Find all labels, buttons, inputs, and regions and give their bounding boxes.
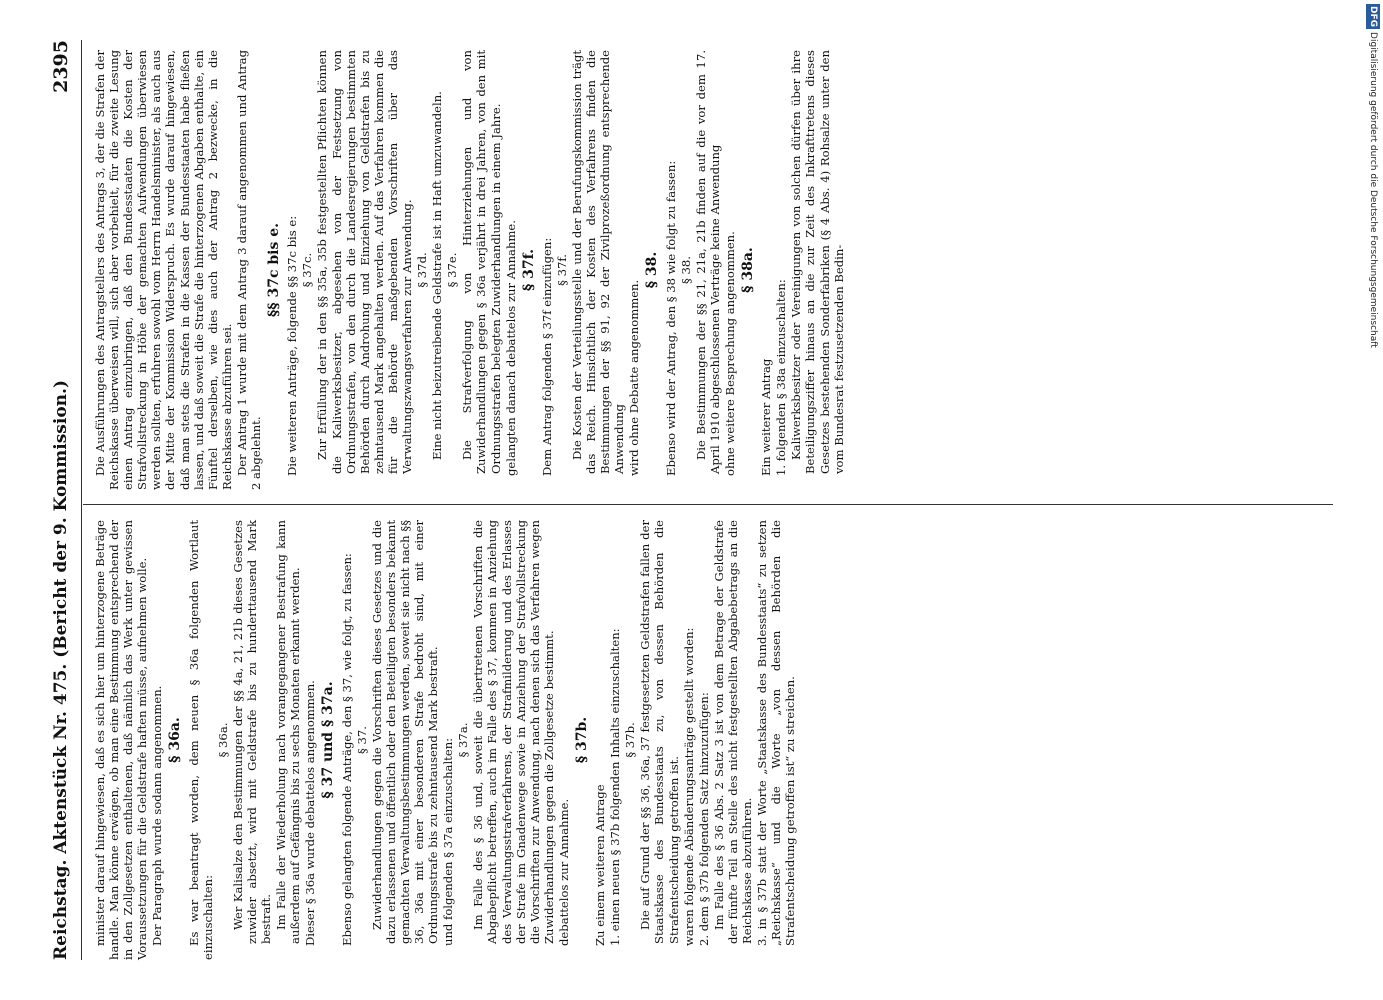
paragraph: gelangten danach debattelos zur Annahme. <box>503 220 518 476</box>
right-column <box>93 50 847 490</box>
paragraph: Die Ausführungen des Antragstellers des Antrags 3, der die Strafen der Reichskasse überweisen will, sich aber vorbehielt, für die zweite Lesung einen Antrag einzubringen, daß den Bundesstaaten die Kosten der Strafvollstreckung in Höhe der gemachten Aufwendungen überwiesen werden sollten, erfuhren sowohl vom Herrn Handelsminister, als auch aus der Mitte der Kommission Widerspruch. Es wurde darauf hingewiesen, daß man stets die Strafen in die Kassen der Bundesstaaten habe fließen lassen, und daß soweit die Strafe die hinterzogenen Abgaben enthalte, ein Fünftel derselben, wie dies auch der Antrag 2 bezwecke, in die Reichskasse abzuführen sei. <box>93 50 234 490</box>
quoted-provision: Die Kosten der Verteilungsstelle und der Berufungskommission trägt das Reich. Hinsichtlich der Kosten des Verfahrens finden die Bestimmungen der §§ 91, 92 der Zivilprozeßordnung entsprechende Anwendung <box>570 50 627 474</box>
paragraph: Ebenso gelangten folgende Anträge, den § 37, wie folgt, zu fassen: <box>339 553 354 946</box>
quoted-provision: Eine nicht beizutreibende Geldstrafe ist in Haft umzuwandeln. <box>430 91 445 460</box>
section-heading: §§ 37c bis e. <box>266 222 283 318</box>
paragraph-label: § 37. <box>354 726 369 754</box>
quoted-provision: Kaliwerksbesitzer oder Vereinigungen von solchen dürfen über ihre Beteiligungsziffer hinaus an die zur Zeit des Inkrafttretens dieses Gesetzes bestehenden Sonderfabriken (§ 4 Abs. 4) Rohsalze unter den vom Bundesrat festzusetzenden Bedin- <box>789 50 846 474</box>
paragraph: Die weiteren Anträge, folgende §§ 37c bis e: <box>285 215 300 476</box>
paragraph-label: § 36a. <box>215 722 230 758</box>
dfg-logo: DFG <box>1368 6 1378 28</box>
paragraph: Der Antrag 1 wurde mit dem Antrag 3 darauf angenommen und Antrag 2 abgelehnt. <box>234 50 264 490</box>
paragraph-label: § 37d. <box>415 252 430 288</box>
header-rule <box>81 40 82 960</box>
quoted-provision: Zur Erfüllung der in den §§ 35a, 35b festgestellten Pflichten können die Kaliwerksbesitzer, abgesehen von der Festsetzung von Ordnungsstrafen, von den durch die Landesregierungen bestimmten Behörden durch Androhung und Einziehung von Geldstrafen bis zu zehntausend Mark angehalten werden. Auf das Verfahren kommen die für die Behörde maßgebenden Vorschriften über das Verwaltungszwangsverfahren zur Anwendung. <box>315 50 414 474</box>
paragraph-label: § 37b. <box>623 722 638 758</box>
quoted-provision: Im Falle der Wiederholung nach vorangegangener Bestrafung kann außerdem auf Gefängnis bis zu sechs Monaten erkannt werden. <box>274 520 303 944</box>
left-column <box>93 520 798 960</box>
paragraph-label: § 37c. <box>300 252 315 288</box>
quoted-provision: Im Falle des § 36 und, soweit die übertretenen Vorschriften die Abgabepflicht betreffen, auch im Falle des § 37, kommen in Anziehung des Verwaltungsstrafverfahrens, der Strafmilderung und des Erlasses der Strafe im Gnadenwege sowie in Anziehung der Strafvollstreckung die Vorschriften zur Anwendung, nach denen sich das Verfahren wegen Zuwiderhandlungen gegen die Zollgesetze bestimmt. <box>471 520 556 944</box>
page-header <box>41 40 81 960</box>
paragraph: ohne weitere Besprechung angenommen. <box>722 231 737 476</box>
running-header: Reichstag. Aktenstück Nr. 475. (Bericht der 9. Kommission.) <box>51 379 71 960</box>
numbered-item: 1. folgenden § 38a einzuschalten: <box>774 279 789 476</box>
numbered-item: 2. dem § 37b folgenden Satz hinzuzufügen: <box>696 692 711 946</box>
paragraph: waren folgende Abänderungsanträge gestellt worden: <box>681 627 696 946</box>
paragraph: wird ohne Debatte angenommen. <box>627 279 642 476</box>
page-number: 2395 <box>50 40 72 93</box>
paragraph-label: § 38. <box>678 256 693 284</box>
funding-credit: Digitalisierung gefördert durch die Deutsche Forschungsgemeinschaft <box>1368 32 1378 348</box>
section-heading: § 37f. <box>520 248 537 292</box>
rotated-page-content <box>41 40 1341 960</box>
quoted-provision: Die Bestimmungen der §§ 21, 21a, 21b finden auf die vor dem 17. April 1910 abgeschlossenen Verträge keine Anwendung <box>693 50 722 474</box>
paragraph: Ein weiterer Antrag <box>759 358 774 476</box>
paragraph: Es war beantragt worden, dem neuen § 36a folgenden Wortlaut einzuschalten: <box>186 520 215 960</box>
paragraph-label: § 37a. <box>456 722 471 758</box>
section-heading: § 36a. <box>167 717 184 763</box>
paragraph-label: § 37e. <box>445 252 460 288</box>
section-heading: § 37 und § 37a. <box>320 681 337 799</box>
paragraph: Ebenso wird der Antrag, den § 38 wie folgt zu fassen: <box>663 160 678 476</box>
paragraph: Der Paragraph wurde sodann angenommen. <box>150 685 165 946</box>
section-heading: § 38a. <box>740 247 757 293</box>
section-heading: § 38. <box>644 251 661 289</box>
section-heading: § 37b. <box>574 716 590 764</box>
sidebar-credit <box>1366 4 1380 996</box>
paragraph: Dieser § 36a wurde debattelos angenommen. <box>303 680 318 946</box>
quoted-provision: Die auf Grund der §§ 36, 36a, 37 festgesetzten Geldstrafen fallen der Staatskasse des Bundesstaats zu, von dessen Behörden die Strafentscheidung getroffen ist. <box>638 520 681 944</box>
numbered-item: 3. in § 37b statt der Worte „Staatskasse des Bundesstaats“ zu setzen „Reichskasse“ und die Worte „von dessen Behörden die Strafentscheidung getroffen ist“ zu streichen. <box>755 520 798 946</box>
quoted-provision: Zuwiderhandlungen gegen die Vorschriften dieses Gesetzes und die dazu erlassenen und öffentlich oder den Beteiligten besonders bekannt gemachten Verwaltungsbestimmungen werden, soweit sie nicht nach §§ 36, 36a mit einer besonderen Strafe bedroht sind, mit einer Ordnungsstrafe bis zu zehntausend Mark bestraft. <box>369 520 441 944</box>
numbered-item: 1. einen neuen § 37b folgenden Inhalts einzuschalten: <box>608 628 623 946</box>
paragraph-label: § 37f. <box>554 254 569 286</box>
paragraph: debattelos zur Annahme. <box>556 798 571 946</box>
quoted-provision: Wer Kalisalze den Bestimmungen der §§ 4a, 21, 21b dieses Gesetzes zuwider absetzt, wird mit Geldstrafe bis zu hunderttausend Mark bestraft. <box>230 520 274 944</box>
paragraph: minister darauf hingewiesen, daß es sich hier um hinterzogene Beträge handle. Man könne erwägen, ob man eine Bestimmung entsprechend der in den Zollgesetzen enthaltenen, daß nämlich das Werk unter gewissen Voraussetzungen für die Geldstrafe haften müsse, aufnehmen wolle. <box>93 520 150 960</box>
quoted-provision: Die Strafverfolgung von Hinterziehungen und von Zuwiderhandlungen gegen § 36a verjährt in drei Jahren, von den mit Ordnungsstrafen belegten Zuwiderhandlungen in einem Jahre. <box>460 50 503 474</box>
paragraph: Dem Antrag folgenden § 37f einzufügen: <box>539 237 554 476</box>
paragraph: und folgenden § 37a einzuschalten: <box>441 737 456 946</box>
column-divider <box>83 504 1333 505</box>
quoted-provision: Im Falle des § 36 Abs. 2 Satz 3 ist von dem Betrage der Geldstrafe der fünfte Teil an Stelle des nicht festgestellten Abgabebetrags an die Reichskasse abzuführen. <box>711 520 755 944</box>
paragraph: Zu einem weiteren Antrage <box>593 784 608 946</box>
